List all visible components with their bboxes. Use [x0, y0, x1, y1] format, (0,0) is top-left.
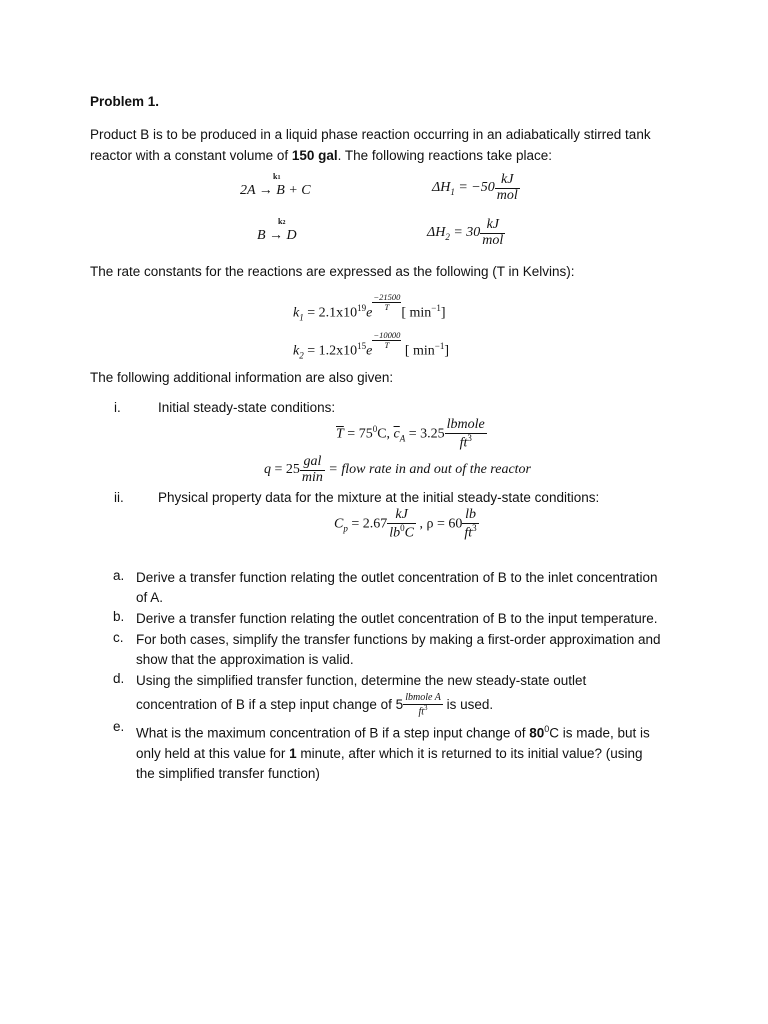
rate-label-k2: k2	[278, 217, 286, 226]
rate-constant-k1: $k_1 = 2.1x10^{19}e$ $\frac{-21500}{T}$ [ $\min^{-1}$]	[293, 292, 446, 323]
reaction-1-equation: 2A → B + C	[240, 183, 311, 198]
question-b-text: Derive a transfer function relating the outlet concentration of B to the input temperature.	[136, 611, 658, 626]
item-i-text: Initial steady-state conditions:	[158, 400, 336, 415]
question-b-letter: b.	[113, 609, 125, 624]
question-c-text: For both cases, simplify the transfer functions by making a first-order approximation and show that the approximation is valid.	[136, 632, 661, 667]
question-c-letter: c.	[113, 630, 124, 645]
question-e-text: What is the maximum concentration of B if a step input change of $80^0C$ is made, but is only held at this value for 1 minute, after which it is returned to its initial value? (using the simplified transfer function)	[136, 724, 650, 781]
question-a-letter: a.	[113, 568, 125, 583]
intro-line-1: Product B is to be produced in a liquid phase reaction occurring in an adiabatically stirred tank	[90, 127, 651, 142]
question-d-text: Using the simplified transfer function, determine the new steady-state outlet concentration of B if a step input change of 5 $\frac{\text{lbmole A}}{ft^3}$ is used.	[136, 673, 587, 717]
question-e-letter: e.	[113, 719, 125, 734]
physical-property-equation: $C_p = 2.67$ $\frac{kJ}{lb^0C}$ , ρ = 60 $\frac{lb}{ft^3}$	[334, 507, 477, 541]
intro-paragraph	[90, 124, 690, 166]
problem-heading: Problem 1.	[90, 94, 160, 109]
reaction-2-equation: B → D	[257, 228, 297, 243]
question-a-text: Derive a transfer function relating the outlet concentration of B to the inlet concentration of A.	[136, 570, 658, 605]
item-ii-numeral: ii.	[114, 490, 124, 505]
rate-label-k1: k1	[273, 172, 281, 181]
rate-constants-intro: The rate constants for the reactions are expressed as the following (T in Kelvins):	[90, 264, 575, 279]
rate-constant-k2: $k_2 = 1.2x10^{15}e$ $\frac{-10000}{T}$ [ $\min^{-1}$]	[293, 330, 450, 361]
additional-info-intro: The following additional information are also given:	[90, 370, 394, 385]
intro-line-2: reactor with a constant volume of 150 gal. The following reactions take place:	[90, 148, 553, 163]
steady-state-conditions-equation: $\overline{T} = 75^0C$, $\overline{c}_A = 3.25$ $\frac{\text{lbmole}}{ft^3}$	[336, 417, 485, 451]
item-i-numeral: i.	[114, 400, 121, 415]
reaction-2-enthalpy: $\Delta H_2 = 30$ $\frac{kJ}{\text{mol}}$	[427, 217, 504, 248]
item-ii-text: Physical property data for the mixture at the initial steady-state conditions:	[158, 490, 600, 505]
reaction-1-enthalpy: $\Delta H_1 = -50$ $\frac{kJ}{\text{mol}}$	[432, 172, 518, 203]
question-d-letter: d.	[113, 671, 125, 686]
flow-rate-equation: q = 25 $\frac{\text{gal}}{\min}$ = flow rate in and out of the reactor	[264, 454, 531, 485]
